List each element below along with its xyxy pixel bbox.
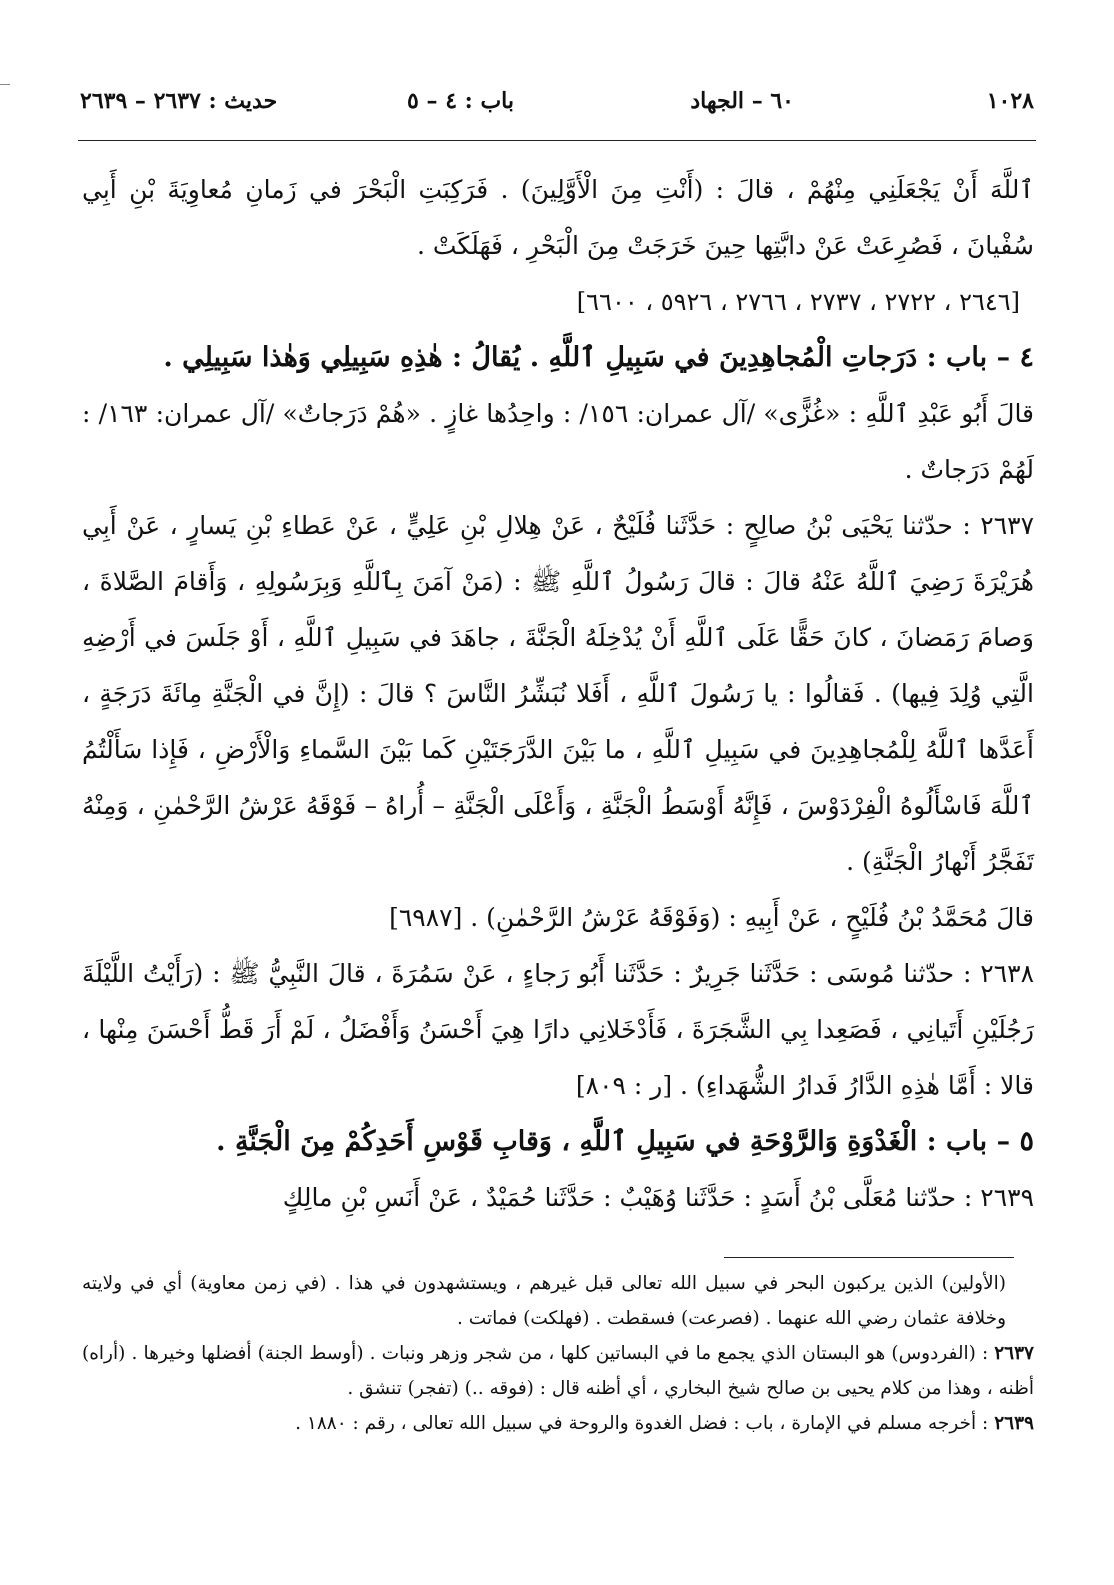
chapter-heading-4: ٤ – باب : دَرَجاتِ الْمُجاهِدِينَ في سَبِيلِ ٱللَّهِ . يُقالُ : هٰذِهِ سَبِيلِي وَهٰذا سَبِيلِي . [163, 342, 1034, 373]
book-title: ٦٠ – الجهاد [690, 88, 794, 114]
footnote-3-text: : أخرجه مسلم في الإمارة ، باب : فضل الغدوة والروحة في سبيل الله تعالى ، رقم : ١٨٨٠ . [295, 1413, 989, 1434]
paragraph-commentary: قالَ أَبُو عَبْدِ ٱللَّهِ : «غُزًّى» /آل عمران: ١٥٦/ : واحِدُها غازٍ . «هُمْ دَرَجاتٌ» /آل عمران: ١٦٣/ : لَهُمْ دَرَجاتٌ . [82, 399, 1035, 484]
paragraph-narration-note: قالَ مُحَمَّدُ بْنُ فُلَيْحٍ ، عَنْ أَبِيهِ : (وَفَوْقَهُ عَرْشُ الرَّحْمٰنِ) . [٦٩٨٧] [389, 903, 1034, 932]
page-number: ١٠٢٨ [986, 88, 1034, 114]
chapter-heading-5: ٥ – باب : الْغَدْوَةِ وَالرَّوْحَةِ في سَبِيلِ ٱللَّهِ ، وَقابِ قَوْسِ أَحَدِكُمْ مِنَ الْجَنَّةِ . [216, 1126, 1034, 1157]
footnote-1: (الأولين) الذين يركبون البحر في سبيل الله تعالى قبل غيرهم ، ويستشهدون في هذا . (في زمن معاوية) أي في ولايته وخلافة عثمان رضي الله عنهما . (فصرعت) فسقطت . (فهلكت) فماتت . [82, 1273, 1006, 1329]
footnote-2-number: ٢٦٣٧ [994, 1343, 1034, 1364]
hadith-range: حديث : ٢٦٣٧ – ٢٦٣٩ [80, 88, 278, 114]
footnote-2-text: : (الفردوس) هو البستان الذي يجمع ما في البساتين كلها ، من شجر وزهر ونبات . (أوسط الجنة) أفضلها وخيرها . (أراه) أظنه ، وهذا من كلام يحيى بن صالح شيخ البخاري ، أي أظنه قال : (فوقه ..) (تفجر) تنشق . [82, 1343, 1034, 1399]
main-text [82, 162, 1034, 1226]
footnote-divider [724, 1257, 1014, 1258]
footnote-3-number: ٢٦٣٩ [994, 1413, 1034, 1434]
paragraph-continuation: ٱللَّهَ أَنْ يَجْعَلَنِي مِنْهُمْ ، قالَ : (أَنْتِ مِنَ الْأَوَّلِينَ) . فَرَكِبَتِ الْبَحْرَ في زَمانِ مُعاوِيَةَ بْنِ أَبِي سُفْيانَ ، فَصُرِعَتْ عَنْ دابَّتِها حِينَ خَرَجَتْ مِنَ الْبَحْرِ ، فَهَلَكَتْ . [82, 175, 1034, 260]
footnote-2 [82, 1336, 1034, 1406]
header-divider [78, 140, 1036, 141]
footnote-3 [82, 1406, 1034, 1441]
page-header [80, 88, 1034, 128]
cross-references: [٢٦٤٦ ، ٢٧٢٢ ، ٢٧٣٧ ، ٢٧٦٦ ، ٥٩٢٦ ، ٦٦٠٠] [576, 288, 1020, 316]
footnotes [82, 1266, 1034, 1441]
hadith-2639: ٢٦٣٩ : حدّثنا مُعَلَّى بْنُ أَسَدٍ : حَدَّثَنا وُهَيْبٌ : حَدَّثَنا حُمَيْدٌ ، عَنْ أَنَسِ بْنِ مالِكٍ [282, 1183, 1034, 1212]
hadith-2638: ٢٦٣٨ : حدّثنا مُوسَى : حَدَّثَنا جَرِيرٌ : حَدَّثَنا أَبُو رَجاءٍ ، عَنْ سَمُرَةَ ، قالَ النَّبِيُّ ﷺ : (رَأَيْتُ اللَّيْلَةَ رَجُلَيْنِ أَتَيانِي ، فَصَعِدا بِي الشَّجَرَةَ ، فَأَدْخَلانِي دارًا هِيَ أَحْسَنُ وَأَفْضَلُ ، لَمْ أَرَ قَطُّ أَحْسَنَ مِنْها ، قالا : أَمَّا هٰذِهِ الدَّارُ فَدارُ الشُّهَداءِ) . [ر : ٨٠٩] [82, 959, 1034, 1100]
bab-range: باب : ٤ – ٥ [407, 88, 514, 114]
hadith-2637: ٢٦٣٧ : حدّثنا يَحْيَى بْنُ صالِحٍ : حَدَّثَنا فُلَيْحٌ ، عَنْ هِلالِ بْنِ عَلِيٍّ ، عَنْ عَطاءِ بْنِ يَسارٍ ، عَنْ أَبِي هُرَيْرَةَ رَضِيَ ٱللَّهُ عَنْهُ قالَ : قالَ رَسُولُ ٱللَّهِ ﷺ : (مَنْ آمَنَ بِٱللَّهِ وَبِرَسُولِهِ ، وَأَقامَ الصَّلاةَ ، وَصامَ رَمَضانَ ، كانَ حَقًّا عَلَى ٱللَّهِ أَنْ يُدْخِلَهُ الْجَنَّةَ ، جاهَدَ في سَبِيلِ ٱللَّهِ ، أَوْ جَلَسَ في أَرْضِهِ الَّتِي وُلِدَ فِيها) . فَقالُوا : يا رَسُولَ ٱللَّهِ ، أَفَلا نُبَشِّرُ النَّاسَ ؟ قالَ : (إِنَّ في الْجَنَّةِ مِائَةَ دَرَجَةٍ ، أَعَدَّها ٱللَّهُ لِلْمُجاهِدِينَ في سَبِيلِ ٱللَّهِ ، ما بَيْنَ الدَّرَجَتَيْنِ كَما بَيْنَ السَّماءِ وَالْأَرْضِ ، فَإِذا سَأَلْتُمُ ٱللَّهَ فَاسْأَلُوهُ الْفِرْدَوْسَ ، فَإِنَّهُ أَوْسَطُ الْجَنَّةِ ، وَأَعْلَى الْجَنَّةِ – أُراهُ – فَوْقَهُ عَرْشُ الرَّحْمٰنِ ، وَمِنْهُ تَفَجَّرُ أَنْهارُ الْجَنَّةِ) . [82, 511, 1034, 876]
margin-mark [0, 84, 10, 85]
